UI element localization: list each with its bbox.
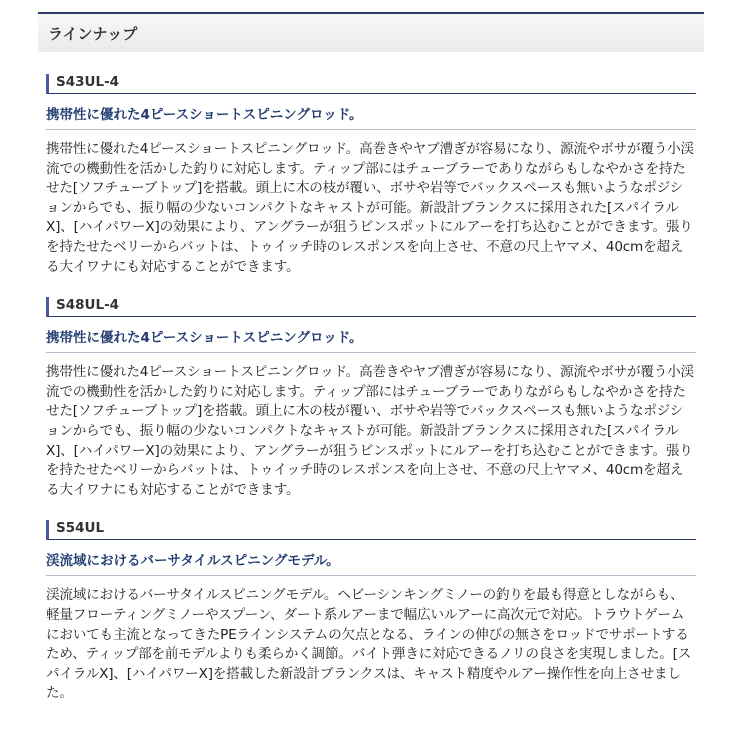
catch-copy: 携帯性に優れた4ピースショートスピニングロッド。 [46,329,696,353]
catch-copy: 携帯性に優れた4ピースショートスピニングロッド。 [46,106,696,130]
lineup-page [38,12,704,744]
catch-copy: 渓流域におけるバーサタイルスピニングモデル。 [46,552,696,576]
model-title: S43UL-4 [46,74,696,94]
lineup-header [38,12,704,52]
product-description: 渓流域におけるバーサタイルスピニングモデル。ヘビーシンキングミノーの釣りを最も得意としながらも、軽量フローティングミノーやスプーン、ダート系ルアーまで幅広いルアーに高次元で対応。トラウトゲームにおいても主流となってきたPEラインシステムの欠点となる、ラインの伸びの無さをロッドでサポートするため、ティップ部を前モデルよりも柔らかく調節。バイト弾きに対応できるノリの良さを実現しました。[スパイラルX]、[ハイパワーX]を搭載した新設計ブランクスは、キャスト精度やルアー操作性を向上させました。 [46,587,692,702]
product-s48ul-4 [38,297,704,500]
product-description: 携帯性に優れた4ピースショートスピニングロッド。高巻きやヤブ漕ぎが容易になり、源流やボサが覆う小渓流での機動性を活かした釣りに対応します。ティップ部にはチューブラーでありながらもしなやかさを持たせた[ソフチューブトップ]を搭載。頭上に木の枝が覆い、ボサや岩等でバックスペースも無いようなポジションからでも、振り幅の少ないコンパクトなキャストが可能。新設計ブランクスに採用された[スパイラルX]、[ハイパワーX]の効果により、アングラーが狙うピンスポットにルアーを打ち込むことができます。張りを持たせたベリーからバットは、トゥイッチ時のレスポンスを向上させ、不意の尺上ヤマメ、40cmを超える大イワナにも対応することができます。 [46,141,694,275]
model-title: S54UL [46,520,696,540]
model-title: S48UL-4 [46,297,696,317]
product-s43ul-4 [38,74,704,277]
lineup-heading: ラインナップ [48,25,138,43]
product-s54ul [38,520,704,704]
product-description: 携帯性に優れた4ピースショートスピニングロッド。高巻きやヤブ漕ぎが容易になり、源流やボサが覆う小渓流での機動性を活かした釣りに対応します。ティップ部にはチューブラーでありながらもしなやかさを持たせた[ソフチューブトップ]を搭載。頭上に木の枝が覆い、ボサや岩等でバックスペースも無いようなポジションからでも、振り幅の少ないコンパクトなキャストが可能。新設計ブランクスに採用された[スパイラルX]、[ハイパワーX]の効果により、アングラーが狙うピンスポットにルアーを打ち込むことができます。張りを持たせたベリーからバットは、トゥイッチ時のレスポンスを向上させ、不意の尺上ヤマメ、40cmを超える大イワナにも対応することができます。 [46,364,694,498]
